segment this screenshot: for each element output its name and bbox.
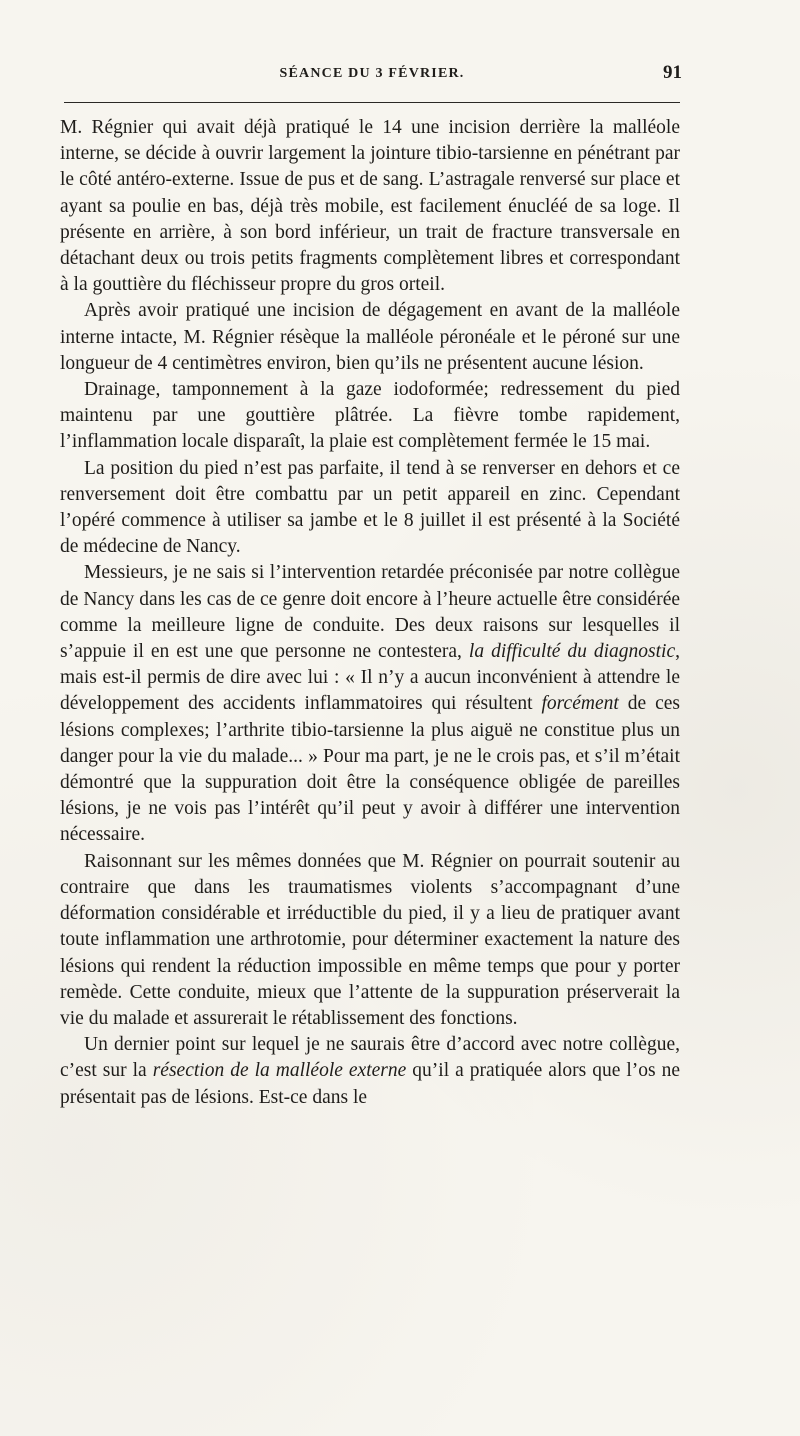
header-rule	[64, 102, 680, 103]
paragraph-2	[60, 298, 680, 377]
paragraph-text: Drainage, tamponnement à la gaze iodoformée; redressement du pied maintenu par une gouttière plâtrée. La fièvre tombe rapidement, l’inflammation locale disparaît, la plaie est complètement fermée le 15 mai.	[60, 379, 680, 453]
paragraph-text: qu’il a pratiquée alors que l’os ne présentait pas de lésions. Est-ce dans le	[60, 1060, 681, 1108]
paragraph-text: de ces lésions complexes; l’arthrite tibio-tarsienne la plus aiguë ne constitue plus un danger pour la vie du malade... » Pour ma part, je ne le crois pas, et s’il m’était démontré que la suppuration doit être la conséquence obligée de pareilles lésions, je ne vois pas l’intérêt qu’il peut y avoir à différer une intervention nécessaire.	[60, 693, 680, 846]
italic-phrase: la difficulté du diagnostic	[468, 641, 676, 663]
body-text	[60, 115, 680, 1111]
paragraph-text: Après avoir pratiqué une incision de dégagement en avant de la malléole interne intacte, M. Régnier résèque la malléole péronéale et le péroné sur une longueur de 4 centimètres environ, bien qu’ils ne présentent aucune lésion.	[60, 300, 680, 374]
paragraph-text: Messieurs, je ne sais si l’intervention retardée préconisée par notre collègue de Nancy dans les cas de ce genre doit encore à l’heure actuelle être considérée comme la meilleure ligne de conduite. Des deux raisons sur lesquelles il s’appuie il en est une que personne ne contestera,	[60, 562, 680, 663]
paragraph-text: La position du pied n’est pas parfaite, il tend à se renverser en dehors et ce renversement doit être combattu par un petit appareil en zinc. Cependant l’opéré commence à utiliser sa jambe et le 8 juillet il est présenté à la Société de médecine de Nancy.	[60, 457, 680, 558]
running-title: SÉANCE DU 3 FÉVRIER.	[279, 66, 465, 81]
page-number: 91	[663, 62, 682, 83]
paragraph-1	[60, 115, 680, 298]
paragraph-5	[60, 560, 680, 848]
running-head	[62, 62, 682, 92]
paragraph-text: , mais est-il permis de dire avec lui : « Il n’y a aucun inconvénient à attendre le développement des accidents inflammatoires qui résultent	[60, 641, 681, 715]
paragraph-3	[60, 377, 680, 456]
paragraph-7	[60, 1032, 680, 1111]
italic-word: forcément	[541, 693, 619, 715]
paragraph-text: Raisonnant sur les mêmes données que M. Régnier on pourrait soutenir au contraire que dans les traumatismes violents s’accompagnant d’une déformation considérable et irréductible du pied, il y a lieu de pratiquer avant toute inflammation une arthrotomie, pour déterminer exactement la nature des lésions qui rendent la réduction impossible en même temps que pour y porter remède. Cette conduite, mieux que l’attente de la suppuration préserverait la vie du malade et assurerait le rétablissement des fonctions.	[60, 850, 680, 1029]
paragraph-6	[60, 849, 680, 1032]
paragraph-text: Un dernier point sur lequel je ne saurais être d’accord avec notre collègue, c’est sur la	[60, 1034, 680, 1082]
italic-phrase: résection de la malléole externe	[152, 1060, 407, 1082]
paragraph-text: M. Régnier qui avait déjà pratiqué le 14 une incision derrière la malléole interne, se décide à ouvrir largement la jointure tibio-tarsienne en pénétrant par le côté antéro-externe. Issue de pus et de sang. L’astragale renversé sur place et ayant sa poulie en bas, déjà très mobile, est facilement énucléé de sa loge. Il présente en arrière, à son bord inférieur, un trait de fracture transversale en détachant deux ou trois petits fragments complètement libres et correspondant à la gouttière du fléchisseur propre du gros orteil.	[60, 117, 680, 296]
paragraph-4	[60, 456, 680, 561]
